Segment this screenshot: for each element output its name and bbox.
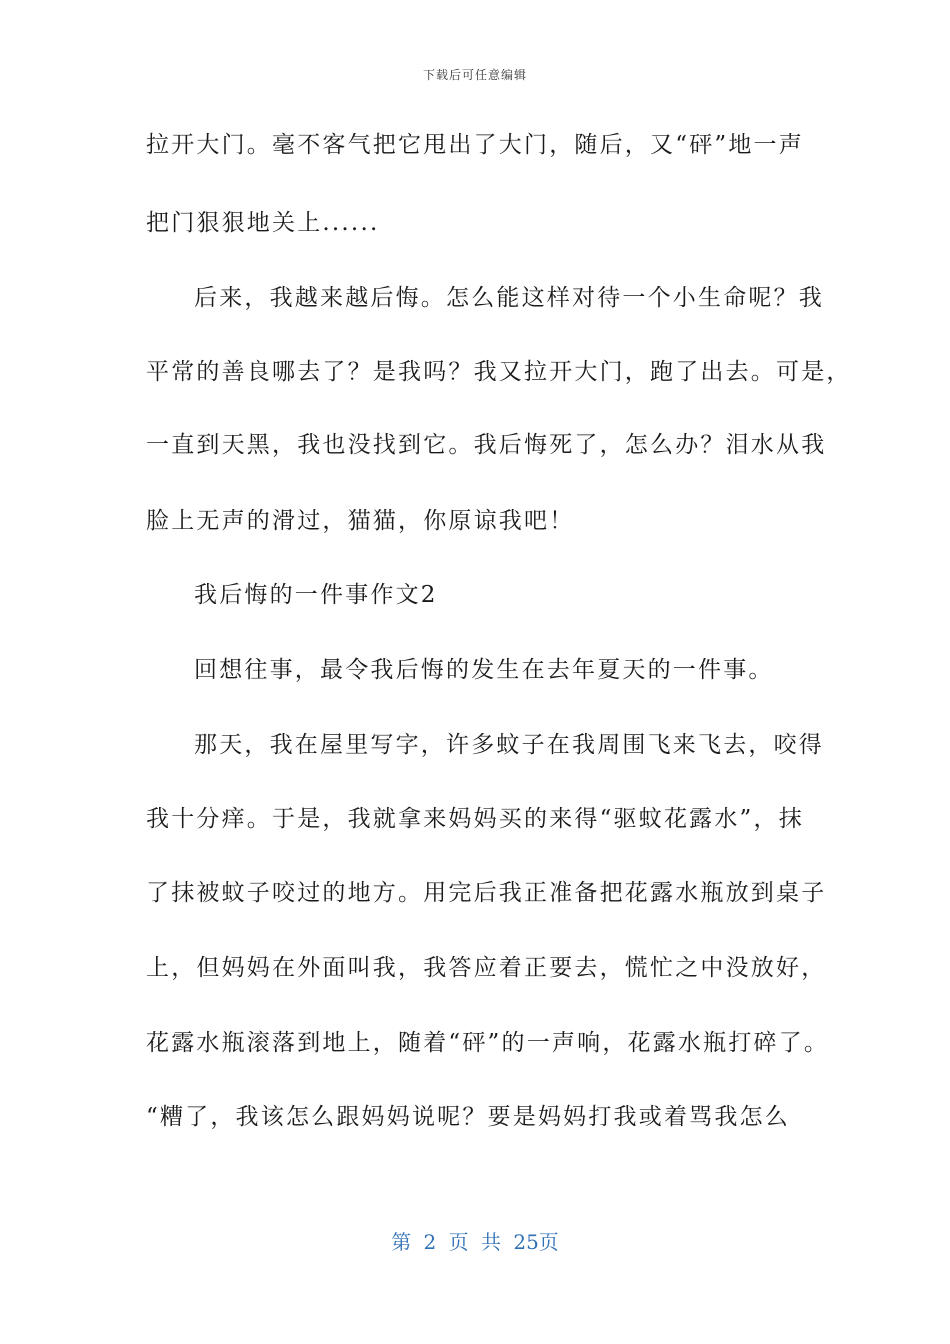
body-line: 我十分痒。于是，我就拿来妈妈买的来得“驱蚊花露水”，抹 (146, 806, 804, 832)
section-heading: 我后悔的一件事作文2 (194, 582, 438, 608)
body-line: 了抹被蚊子咬过的地方。用完后我正准备把花露水瓶放到桌子 (146, 880, 827, 906)
body-line: 上，但妈妈在外面叫我，我答应着正要去，慌忙之中没放好， (146, 955, 827, 981)
body-line: 后来，我越来越后悔。怎么能这样对待一个小生命呢？我 (194, 285, 824, 311)
body-line: 那天，我在屋里写字，许多蚊子在我周围飞来飞去，咬得 (194, 732, 824, 758)
page-footer: 第 2 页 共 25页 (391, 1230, 559, 1254)
page-header: 下载后可任意编辑 (422, 68, 527, 82)
body-line: 拉开大门。毫不客气把它甩出了大门，随后，又“砰”地一声 (146, 132, 804, 158)
body-line: 花露水瓶滚落到地上，随着“砰”的一声响，花露水瓶打碎了。 (146, 1030, 830, 1056)
body-line: 把门狠狠地关上...... (146, 210, 380, 236)
body-line: 回想往事，最令我后悔的发生在去年夏天的一件事。 (194, 657, 774, 683)
body-line: “糟了，我该怎么跟妈妈说呢？要是妈妈打我或着骂我怎么 (146, 1104, 790, 1130)
body-line: 平常的善良哪去了？是我吗？我又拉开大门，跑了出去。可是， (146, 359, 852, 385)
body-line: 一直到天黑，我也没找到它。我后悔死了，怎么办？泪水从我 (146, 432, 827, 458)
body-line: 脸上无声的滑过，猫猫，你原谅我吧！ (146, 508, 575, 534)
